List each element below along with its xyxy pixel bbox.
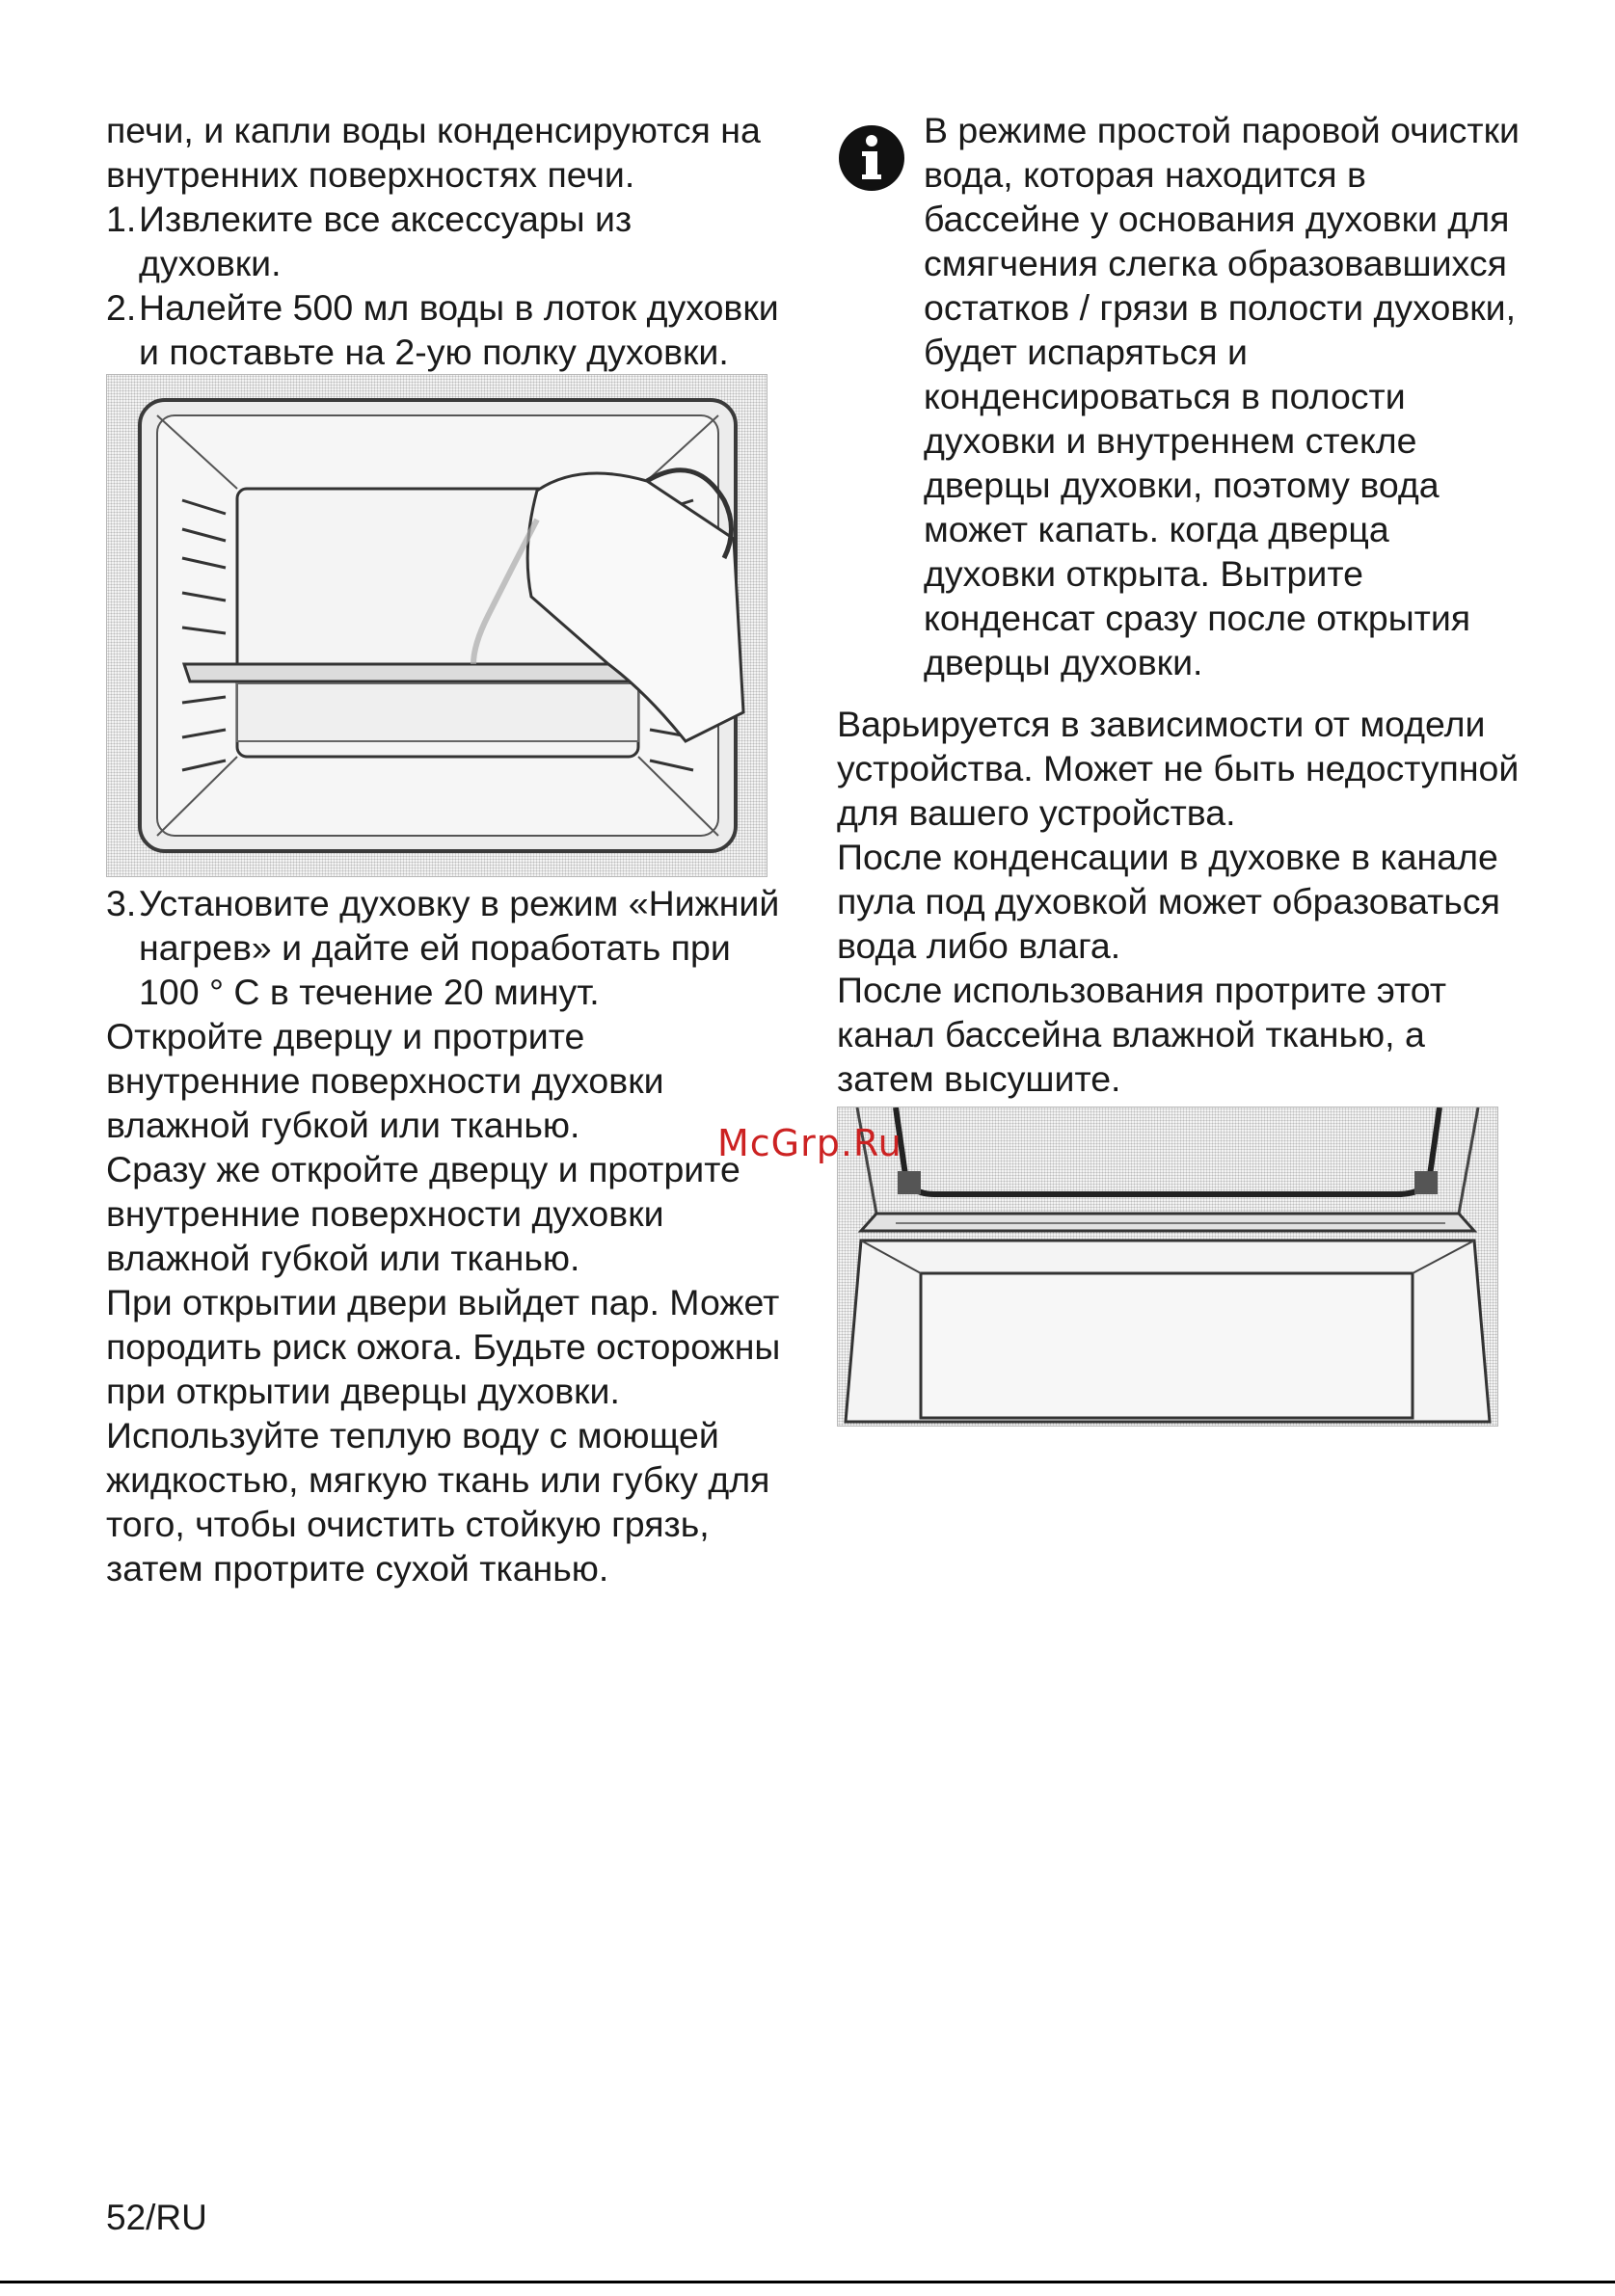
step-number: 3. [106, 883, 137, 923]
paragraph: После конденсации в духовке в канале пула под духовкой может образоваться вода либо влага. [837, 837, 1500, 966]
watermark: McGrp.Ru [717, 1122, 902, 1164]
paragraph: При открытии двери выйдет пар. Может породить риск ожога. Будьте осторожны при открытии дверцы духовки. [106, 1282, 781, 1411]
intro-text: печи, и капли воды конденсируются на внутренних поверхностях печи. [106, 110, 761, 195]
bottom-divider [0, 2281, 1615, 2283]
step-text: Установите духовку в режим «Нижний нагрев» и дайте ей поработать при 100 ° C в течение 20 минут. [139, 883, 780, 1012]
page-number: 52/RU [106, 2198, 207, 2237]
info-note-text: В режиме простой паровой очистки вода, которая находится в бассейне у основания духовки для смягчения слегка образовавшихся остатков / грязи в полости духовки, будет испаряться и конденсироваться в полости духовки и внутреннем стекле дверцы духовки, поэтому вода может капать. когда дверца духовки открыта. Вытрите конденсат сразу после открытия дверцы духовки. [924, 110, 1520, 682]
paragraph: Откройте дверцу и протрите внутренние поверхности духовки влажной губкой или тканью. [106, 1016, 664, 1145]
oven-water-channel-illustration [837, 1107, 1498, 1427]
paragraph: Используйте теплую воду с моющей жидкостью, мягкую ткань или губку для того, чтобы очистить стойкую грязь, затем протрите сухой тканью. [106, 1415, 770, 1589]
left-column [106, 108, 781, 1590]
info-icon [837, 108, 924, 684]
oven-water-tray-illustration [106, 374, 767, 877]
paragraph: Варьируется в зависимости от модели устройства. Может не быть недоступной для вашего устройства. [837, 704, 1520, 833]
paragraph: После использования протрите этот канал бассейна влажной тканью, а затем высушите. [837, 970, 1447, 1099]
step-number: 2. [106, 287, 137, 328]
step-text: Налейте 500 мл воды в лоток духовки и поставьте на 2-ую полку духовки. [139, 287, 779, 372]
step-number: 1. [106, 199, 137, 239]
paragraph: Сразу же откройте дверцу и протрите внутренние поверхности духовки влажной губкой или тканью. [106, 1149, 740, 1278]
step-text: Извлеките все аксессуары из духовки. [139, 199, 633, 283]
list-item [106, 881, 781, 1014]
list-item [106, 285, 781, 374]
list-item [106, 197, 781, 285]
info-note [837, 108, 1531, 684]
right-column [837, 108, 1531, 1427]
